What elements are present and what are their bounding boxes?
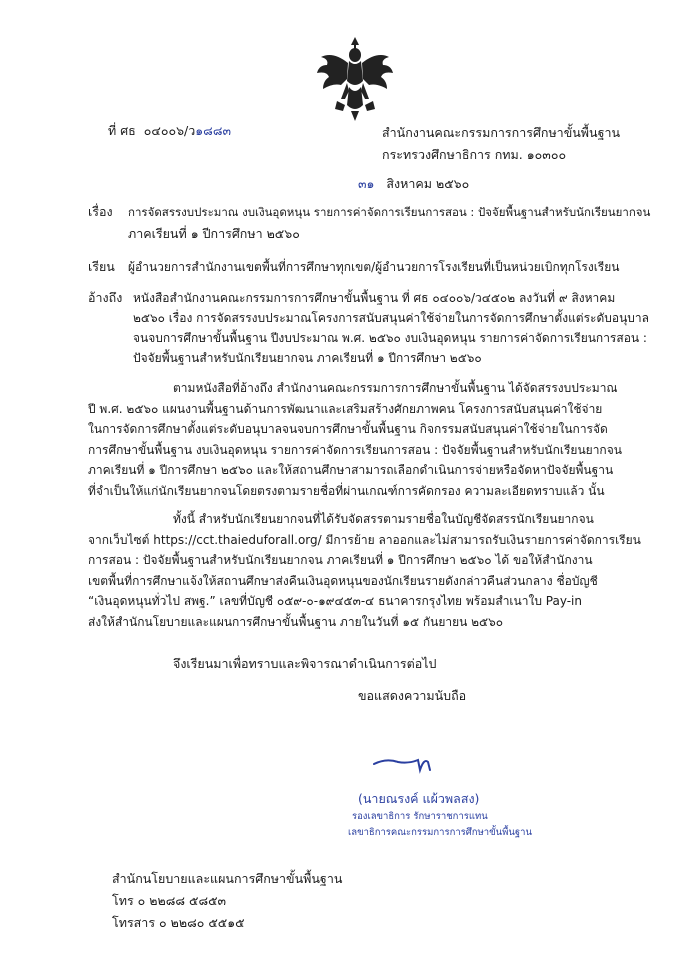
body-line: ภาคเรียนที่ ๑ ปีการศึกษา ๒๕๖๐ และให้สถานศึกษาสามารถเลือกดำเนินการจ่ายหรือจัดหาปัจจัยพื้นฐาน: [88, 463, 614, 477]
ref-label: ที่ ศธ: [108, 123, 136, 138]
body-line: ทั้งนี้ สำหรับนักเรียนยากจนที่ได้รับจัดสรรตามรายชื่อในบัญชีจัดสรรนักเรียนยากจน: [173, 512, 594, 526]
regards-line: ขอแสดงความนับถือ: [358, 688, 467, 703]
body-line: เขตพื้นที่การศึกษาแจ้งให้สถานศึกษาส่งคืนเงินอุดหนุนของนักเรียนรายดังกล่าวคืนส่วนกลาง ชื่อบัญชี: [88, 573, 598, 588]
closing-line: จึงเรียนมาเพื่อทราบและพิจารณาดำเนินการต่อไป: [173, 656, 437, 671]
subject-label: เรื่อง: [88, 204, 113, 219]
footer-department: สำนักนโยบายและแผนการศึกษาขั้นพื้นฐาน: [112, 871, 343, 886]
reference-line-2: ๒๕๖๐ เรื่อง การจัดสรรงบประมาณโครงการสนับสนุนค่าใช้จ่ายในการจัดการศึกษาตั้งแต่ระดับอนุบาล: [133, 311, 650, 325]
reference-label: อ้างถึง: [88, 290, 123, 305]
subject-line-1: การจัดสรรงบประมาณ งบเงินอุดหนุน รายการค่าจัดการเรียนการสอน : ปัจจัยพื้นฐานสำหรับนักเรียนยากจน: [128, 205, 651, 219]
to-label: เรียน: [88, 259, 115, 274]
body-line: ในการจัดการศึกษาตั้งแต่ระดับอนุบาลจนจบการศึกษาขั้นพื้นฐาน กิจกรรมสนับสนุนค่าใช้จ่ายในการจัด: [88, 422, 608, 436]
office-line-1: สำนักงานคณะกรรมการการศึกษาขั้นพื้นฐาน: [382, 125, 621, 140]
body-line: จากเว็บไซต์ https://cct.thaieduforall.org/ มีการย้าย ลาออกและไม่สามารถรับเงินรายการค่าจัดการเรียน: [88, 532, 641, 547]
subject-line-2: ภาคเรียนที่ ๑ ปีการศึกษา ๒๕๖๐: [128, 226, 300, 241]
body-line: ตามหนังสือที่อ้างถึง สำนักงานคณะกรรมการการศึกษาขั้นพื้นฐาน ได้จัดสรรงบประมาณ: [173, 381, 618, 395]
body-line: การศึกษาขั้นพื้นฐาน งบเงินอุดหนุน รายการค่าจัดการเรียนการสอน : ปัจจัยพื้นฐานสำหรับนักเรียนยากจน: [88, 442, 622, 457]
ref-handwritten: ๑๘๘๓: [195, 123, 232, 138]
body-line: ปี พ.ศ. ๒๕๖๐ แผนงานพื้นฐานด้านการพัฒนาและเสริมสร้างศักยภาพคน โครงการสนับสนุนค่าใช้จ่าย: [88, 401, 603, 416]
office-line-2: กระทรวงศึกษาธิการ กทม. ๑๐๓๐๐: [382, 147, 567, 162]
signer-title-1: รองเลขาธิการ รักษาราชการแทน: [352, 811, 488, 822]
body-paragraph-2: [88, 509, 641, 632]
body-line: “เงินอุดหนุนทั่วไป สพฐ.” เลขที่บัญชี ๐๕๙-๐-๑๙๔๕๓-๔ ธนาคารกรุงไทย พร้อมสำเนาใบ Pay-in: [88, 594, 582, 608]
signer-name: (นายณรงค์ แผ้วพลสง): [358, 791, 480, 806]
signer-title-2: เลขาธิการคณะกรรมการการศึกษาขั้นพื้นฐาน: [348, 827, 532, 838]
reference-line-4: ปัจจัยพื้นฐานสำหรับนักเรียนยากจน ภาคเรียนที่ ๑ ปีการศึกษา ๒๕๖๐: [133, 351, 482, 365]
body-paragraph-1: [88, 378, 622, 501]
footer-fax: โทรสาร ๐ ๒๒๘๐ ๕๕๑๕: [112, 915, 245, 930]
body-line: การสอน : ปัจจัยพื้นฐานสำหรับนักเรียนยากจน ภาคเรียนที่ ๑ ปีการศึกษา ๒๕๖๐ ได้ ขอให้สำนักงาน: [88, 553, 593, 567]
footer-phone: โทร ๐ ๒๒๘๘ ๕๘๕๓: [112, 893, 227, 908]
body-line: ส่งให้สำนักนโยบายและแผนการศึกษาขั้นพื้นฐาน ภายในวันที่ ๑๕ กันยายน ๒๕๖๐: [88, 614, 504, 629]
to-text: ผู้อำนวยการสำนักงานเขตพื้นที่การศึกษาทุกเขต/ผู้อำนวยการโรงเรียนที่เป็นหน่วยเบิกทุกโรงเรียน: [128, 260, 620, 274]
reference-line-1: หนังสือสำนักงานคณะกรรมการการศึกษาขั้นพื้นฐาน ที่ ศธ ๐๔๐๐๖/ว๔๕๐๒ ลงวันที่ ๙ สิงหาคม: [133, 291, 616, 305]
garuda-emblem-icon: [315, 33, 395, 123]
date-rest: สิงหาคม ๒๕๖๐: [386, 176, 470, 191]
body-line: ที่จำเป็นให้แก่นักเรียนยากจนโดยตรงตามรายชื่อที่ผ่านเกณฑ์การคัดกรอง ความละเอียดทราบแล้ว นั้น: [88, 483, 605, 498]
date-day: ๓๑: [358, 176, 375, 191]
reference-line-3: จนจบการศึกษาขั้นพื้นฐาน ปีงบประมาณ พ.ศ. ๒๕๖๐ งบเงินอุดหนุน รายการค่าจัดการเรียนการสอน :: [133, 331, 647, 345]
ref-number: ๐๔๐๐๖/ว: [143, 123, 196, 138]
letter-date: [358, 175, 469, 193]
handwritten-signature-icon: [368, 748, 468, 778]
reference-number: [108, 122, 231, 140]
